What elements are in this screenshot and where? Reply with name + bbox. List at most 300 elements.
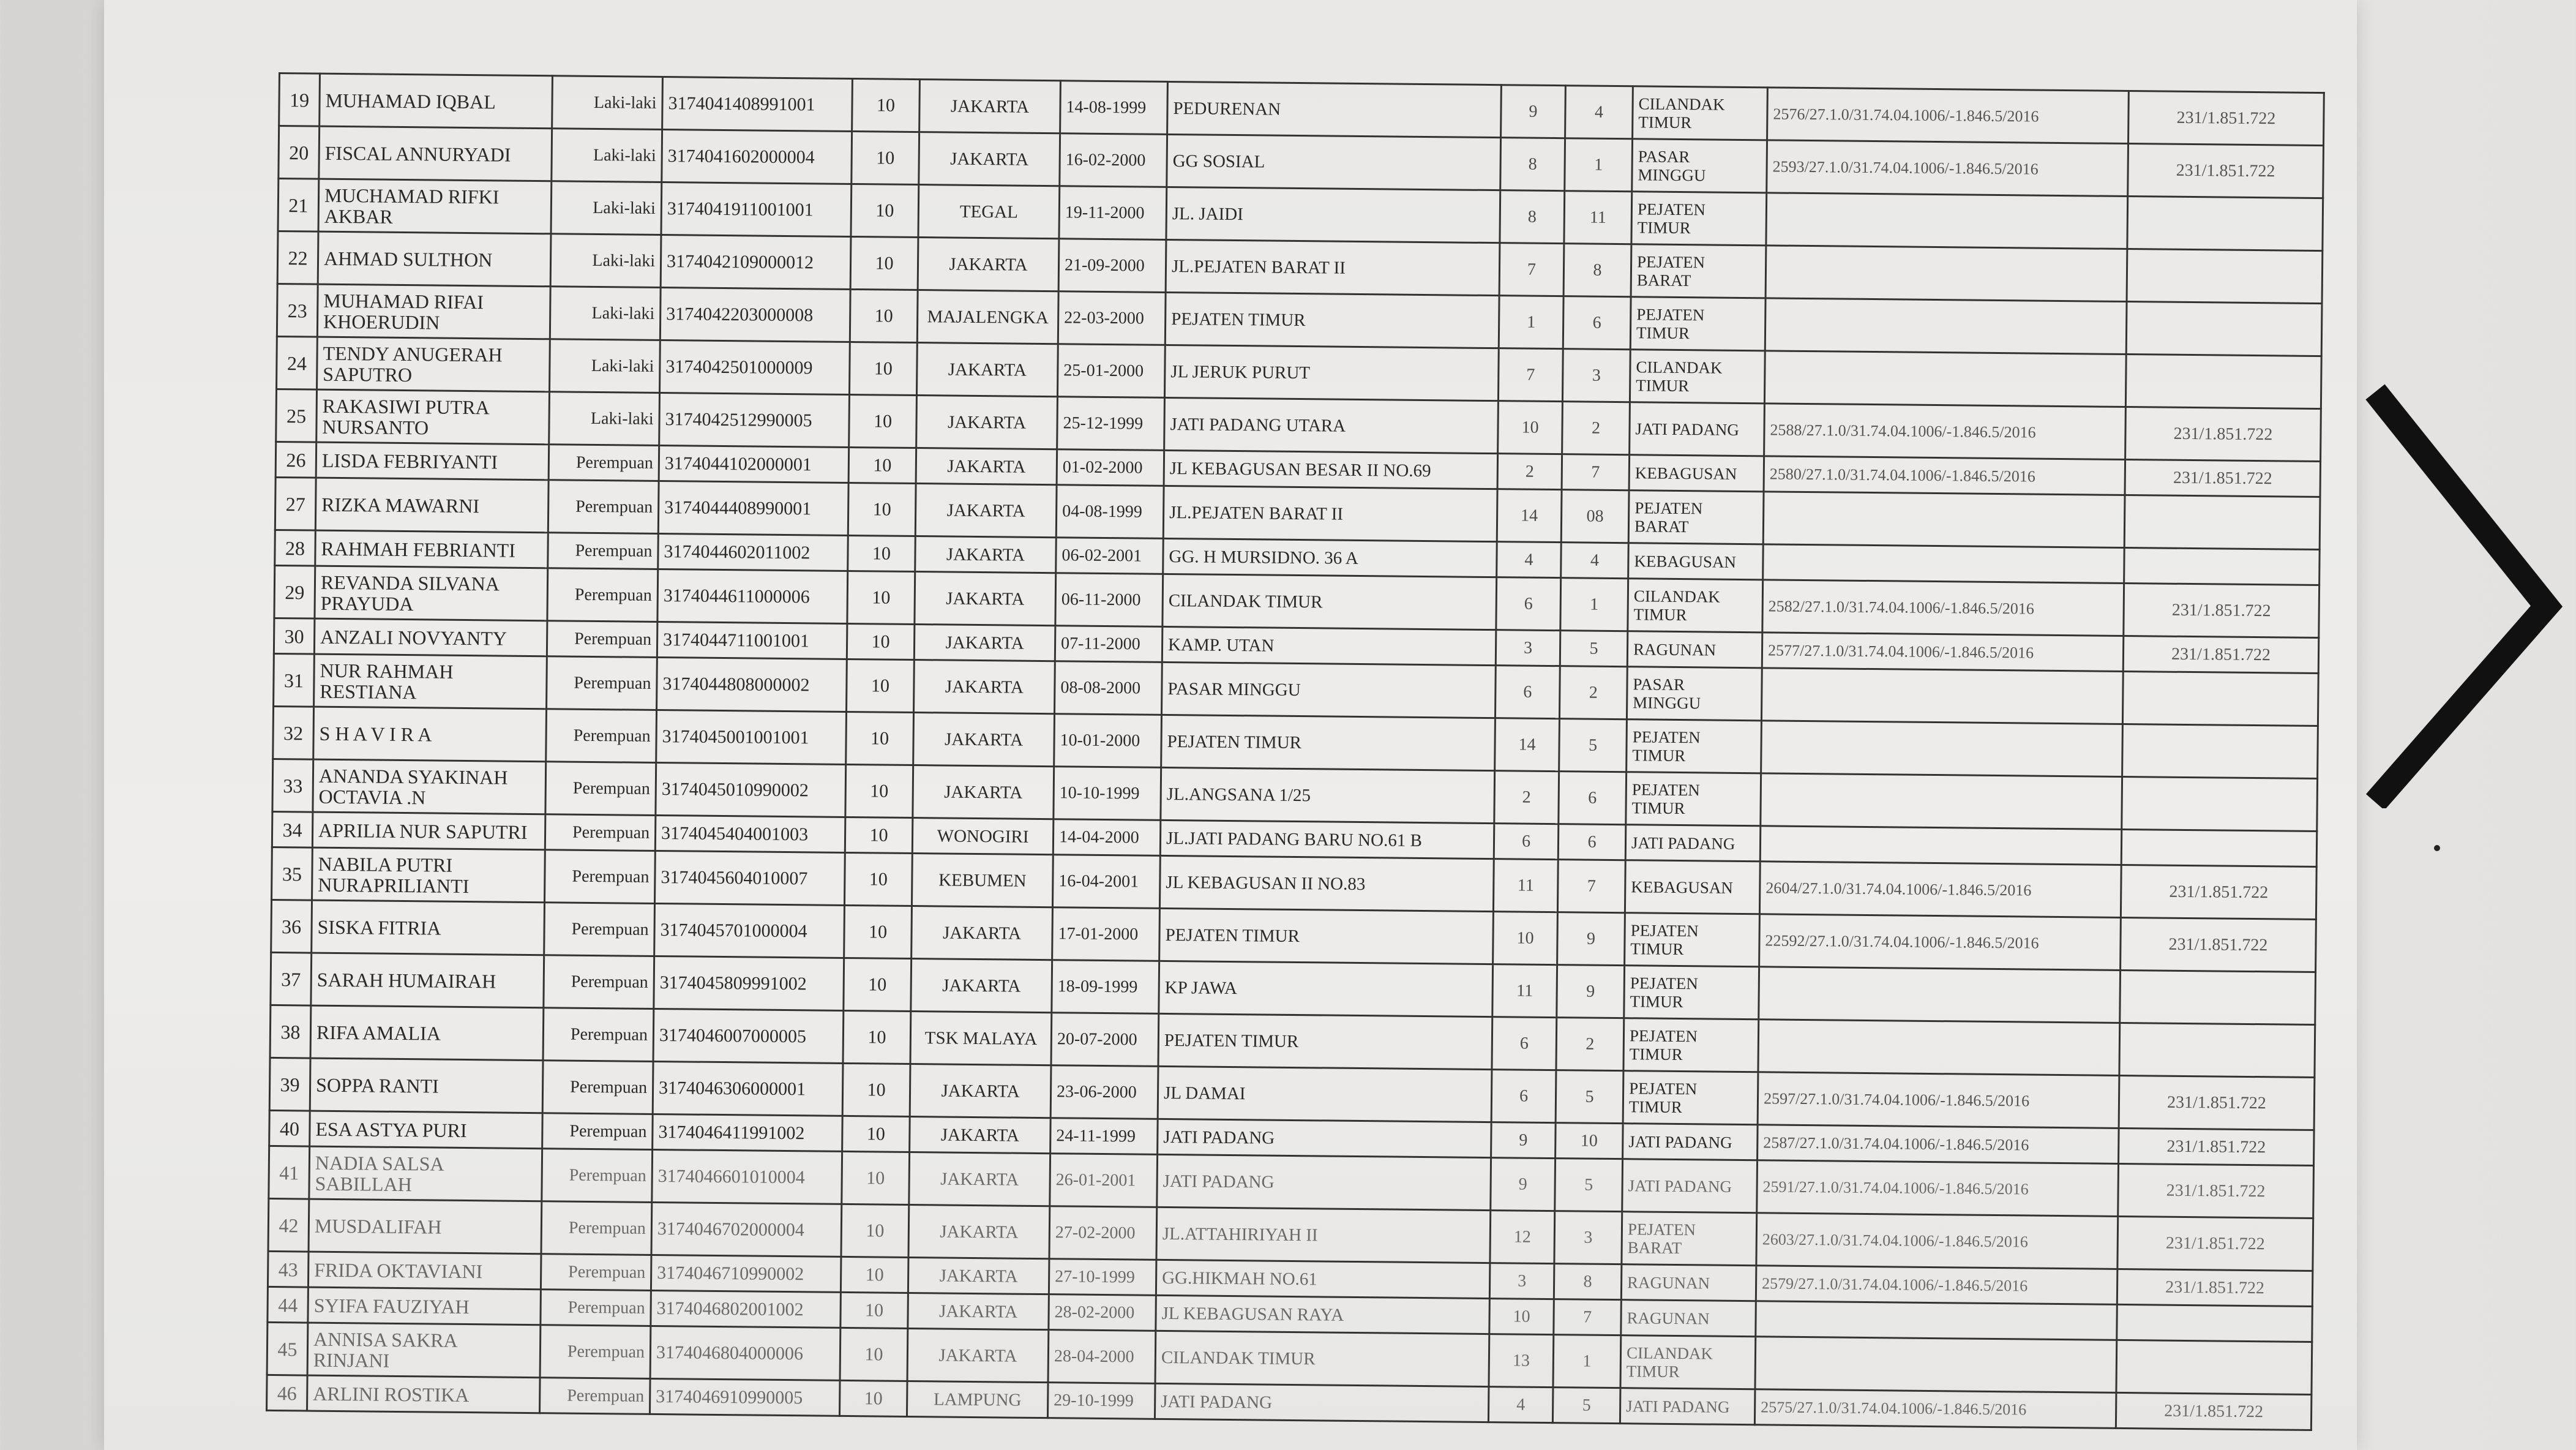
cell-kelurahan: PEJATEN BARAT: [1628, 490, 1764, 544]
cell-kelurahan: PEJATEN TIMUR: [1623, 1018, 1759, 1072]
cell-student-name: RIZKA MAWARNI: [315, 478, 549, 533]
cell-registration-number: 2579/27.1.0/31.74.04.1006/-1.846.5/2016: [1756, 1266, 2117, 1305]
cell-nik-number: 3174042512990005: [659, 393, 850, 447]
cell-address: PEDURENAN: [1167, 81, 1502, 137]
cell-birth-place: JAKARTA: [919, 132, 1060, 186]
cell-rw-number: 2: [1562, 402, 1630, 455]
cell-birth-date: 24-11-1999: [1050, 1118, 1158, 1155]
cell-gender: Laki-laki: [550, 287, 661, 340]
cell-birth-place: JAKARTA: [914, 660, 1055, 714]
cell-class-level: 10: [841, 1292, 908, 1328]
cell-rt-number: 1: [1499, 296, 1563, 349]
cell-registration-number: [1759, 967, 2121, 1023]
cell-row-number: 42: [268, 1198, 309, 1252]
cell-address: JL KEBAGUSAN RAYA: [1156, 1295, 1490, 1334]
cell-rt-number: 9: [1491, 1158, 1556, 1211]
cell-row-number: 39: [269, 1057, 310, 1111]
cell-school-code: [2124, 547, 2320, 585]
student-table-wrapper: [266, 72, 2323, 1431]
cell-class-level: 10: [852, 131, 919, 184]
cell-birth-place: JAKARTA: [910, 1116, 1051, 1153]
cell-row-number: 35: [272, 847, 313, 900]
cell-birth-date: 01-02-2000: [1057, 449, 1164, 486]
cell-row-number: 22: [277, 231, 318, 285]
cell-address: JATI PADANG: [1155, 1383, 1489, 1422]
cell-birth-date: 10-01-2000: [1054, 714, 1162, 768]
cell-nik-number: 3174046710990002: [651, 1255, 841, 1292]
cell-student-name: MUSDALIFAH: [309, 1199, 542, 1254]
cell-kelurahan: KEBAGUSAN: [1628, 543, 1764, 580]
cell-rt-number: 11: [1493, 859, 1558, 912]
cell-kelurahan: PEJATEN TIMUR: [1631, 192, 1767, 246]
cell-address: JATI PADANG: [1157, 1154, 1491, 1210]
cell-rt-number: 9: [1491, 1122, 1556, 1159]
cell-nik-number: 3174042501000009: [660, 340, 850, 395]
cell-rt-number: 6: [1494, 824, 1559, 860]
cell-rt-number: 6: [1491, 1070, 1556, 1123]
cell-birth-date: 16-02-2000: [1060, 133, 1167, 187]
cell-class-level: 10: [850, 289, 918, 342]
table-body: [267, 73, 2324, 1430]
cell-nik-number: 3174045404001003: [655, 815, 845, 852]
cell-registration-number: [1756, 1301, 2117, 1340]
cell-rw-number: 11: [1564, 191, 1632, 244]
cell-birth-place: JAKARTA: [911, 958, 1052, 1012]
cell-school-code: [2124, 495, 2320, 549]
cell-rw-number: 9: [1557, 965, 1625, 1018]
cell-school-code: 231/1.851.722: [2117, 1269, 2313, 1306]
cell-birth-place: JAKARTA: [919, 80, 1061, 133]
cell-rw-number: 10: [1556, 1123, 1623, 1159]
cell-nik-number: 3174045604010007: [654, 851, 845, 905]
cell-birth-date: 04-08-1999: [1056, 485, 1164, 539]
cell-birth-place: JAKARTA: [908, 1293, 1049, 1329]
cell-kelurahan: RAGUNAN: [1627, 631, 1762, 668]
cell-rt-number: 4: [1488, 1387, 1553, 1423]
cell-student-name: ESA ASTYA PURI: [310, 1111, 543, 1149]
cell-school-code: [2122, 724, 2318, 778]
cell-nik-number: 3174046804000006: [650, 1326, 841, 1380]
cell-school-code: 231/1.851.722: [2129, 91, 2324, 146]
cell-address: JL.PEJATEN BARAT II: [1163, 486, 1497, 541]
cell-registration-number: [1764, 351, 2126, 407]
cell-birth-place: TSK MALAYA: [910, 1011, 1052, 1065]
cell-kelurahan: PEJATEN TIMUR: [1627, 719, 1762, 773]
cell-row-number: 21: [278, 179, 319, 232]
cell-student-name: ANZALI NOVYANTY: [314, 618, 547, 656]
cell-birth-place: MAJALENGKA: [917, 290, 1058, 344]
cell-rt-number: 7: [1498, 348, 1563, 402]
cell-birth-date: 08-08-2000: [1055, 661, 1163, 715]
cell-school-code: 231/1.851.722: [2117, 1216, 2313, 1271]
cell-gender: Perempuan: [541, 1290, 651, 1326]
cell-gender: Perempuan: [542, 1113, 653, 1150]
cell-rw-number: 5: [1560, 631, 1628, 667]
cell-rt-number: 13: [1489, 1334, 1554, 1388]
cell-birth-date: 06-11-2000: [1055, 573, 1163, 627]
cell-birth-date: 17-01-2000: [1052, 907, 1160, 961]
cell-school-code: [2120, 970, 2316, 1024]
cell-student-name: APRILIA NUR SAPUTRI: [312, 812, 545, 850]
cell-class-level: 10: [847, 659, 915, 712]
cell-rt-number: 8: [1500, 138, 1565, 191]
cell-address: GG SOSIAL: [1167, 134, 1501, 190]
cell-gender: Perempuan: [543, 1008, 654, 1062]
cell-birth-date: 23-06-2000: [1050, 1065, 1158, 1119]
cell-school-code: 231/1.851.722: [2116, 1392, 2312, 1430]
cell-rt-number: 8: [1500, 190, 1565, 244]
cell-student-name: NUR RAHMAH RESTIANA: [314, 654, 547, 709]
cell-school-code: [2121, 829, 2317, 866]
cell-gender: Laki-laki: [550, 234, 661, 288]
cell-birth-place: JAKARTA: [913, 713, 1055, 767]
cell-student-name: ARLINI ROSTIKA: [307, 1375, 541, 1413]
cell-school-code: [2117, 1304, 2313, 1342]
cell-registration-number: 2593/27.1.0/31.74.04.1006/-1.846.5/2016: [1767, 140, 2129, 197]
cell-rw-number: 4: [1561, 543, 1629, 579]
cell-row-number: 41: [269, 1146, 310, 1199]
cell-class-level: 10: [847, 623, 915, 659]
cell-gender: Perempuan: [541, 1254, 651, 1291]
cell-school-code: [2127, 197, 2323, 251]
cell-registration-number: 2591/27.1.0/31.74.04.1006/-1.846.5/2016: [1757, 1160, 2119, 1217]
cell-row-number: 30: [274, 618, 315, 654]
cell-rt-number: 14: [1497, 489, 1562, 543]
cell-birth-place: JAKARTA: [915, 484, 1057, 538]
cell-registration-number: [1766, 193, 2128, 249]
cell-school-code: 231/1.851.722: [2119, 1075, 2315, 1130]
cell-birth-date: 28-04-2000: [1048, 1330, 1156, 1384]
cell-nik-number: 3174045701000004: [654, 903, 845, 958]
cell-row-number: 36: [271, 900, 312, 953]
cell-kelurahan: JATI PADANG: [1622, 1159, 1758, 1213]
cell-rt-number: 6: [1496, 577, 1561, 631]
cell-birth-date: 27-02-2000: [1049, 1206, 1157, 1260]
cell-rt-number: 12: [1490, 1211, 1555, 1264]
cell-rw-number: 5: [1559, 719, 1627, 772]
cell-registration-number: [1765, 246, 2127, 302]
cell-rt-number: 3: [1489, 1263, 1554, 1299]
cell-registration-number: 2603/27.1.0/31.74.04.1006/-1.846.5/2016: [1756, 1213, 2118, 1269]
cell-rw-number: 5: [1556, 1070, 1623, 1124]
cell-nik-number: 3174046306000001: [653, 1061, 843, 1116]
cell-birth-date: 19-11-2000: [1059, 186, 1167, 240]
cell-class-level: 10: [848, 535, 916, 571]
cell-row-number: 38: [270, 1005, 311, 1058]
cell-nik-number: 3174045010990002: [656, 762, 846, 817]
cell-address: JATI PADANG UTARA: [1164, 397, 1499, 453]
cell-student-name: SOPPA RANTI: [310, 1058, 543, 1113]
dot-mark: [2434, 845, 2440, 851]
cell-address: JL JERUK PURUT: [1164, 345, 1499, 400]
cell-registration-number: 2604/27.1.0/31.74.04.1006/-1.846.5/2016: [1759, 862, 2121, 918]
cell-registration-number: [1761, 721, 2123, 777]
cell-gender: Perempuan: [542, 1061, 653, 1114]
cell-gender: Perempuan: [547, 621, 657, 658]
cell-rw-number: 2: [1559, 666, 1627, 719]
cell-rt-number: 4: [1497, 542, 1562, 578]
cell-address: CILANDAK TIMUR: [1155, 1331, 1489, 1386]
cell-gender: Perempuan: [542, 1149, 653, 1203]
cell-birth-place: JAKARTA: [913, 765, 1054, 819]
cell-registration-number: [1760, 826, 2122, 865]
cell-address: JL. JAIDI: [1166, 187, 1500, 242]
cell-rw-number: 4: [1565, 86, 1633, 139]
cell-rt-number: 3: [1496, 630, 1560, 666]
cell-gender: Perempuan: [548, 480, 659, 534]
cell-class-level: 10: [850, 236, 918, 290]
cell-row-number: 40: [269, 1110, 310, 1146]
cell-registration-number: 2597/27.1.0/31.74.04.1006/-1.846.5/2016: [1758, 1072, 2119, 1129]
cell-address: JL.ATTAHIRIYAH II: [1156, 1207, 1491, 1263]
cell-nik-number: 3174044102000001: [659, 445, 849, 483]
cell-kelurahan: JATI PADANG: [1623, 1124, 1758, 1160]
cell-registration-number: [1765, 298, 2127, 355]
cell-nik-number: 3174042203000008: [660, 288, 850, 342]
cell-school-code: [2122, 776, 2318, 831]
cell-row-number: 20: [279, 126, 320, 179]
cell-kelurahan: CILANDAK TIMUR: [1628, 579, 1763, 633]
cell-address: PEJATEN TIMUR: [1165, 292, 1499, 348]
cell-class-level: 10: [840, 1328, 908, 1381]
cell-class-level: 10: [842, 1063, 910, 1116]
cell-nik-number: 3174041602000004: [662, 130, 852, 184]
cell-rw-number: 08: [1561, 490, 1629, 543]
cell-rt-number: 10: [1489, 1299, 1554, 1335]
cell-student-name: MUHAMAD RIFAI KHOERUDIN: [317, 284, 550, 339]
cell-student-name: MUCHAMAD RIFKI AKBAR: [318, 179, 552, 234]
cell-address: JL.ANGSANA 1/25: [1161, 767, 1495, 823]
cell-address: KAMP. UTAN: [1162, 626, 1496, 665]
cell-nik-number: 3174044808000002: [657, 657, 847, 712]
cell-school-code: 231/1.851.722: [2128, 144, 2324, 198]
cell-birth-date: 25-12-1999: [1057, 397, 1165, 451]
cell-row-number: 34: [272, 811, 313, 847]
cell-address: JL DAMAI: [1158, 1066, 1492, 1122]
cell-address: JL.PEJATEN BARAT II: [1166, 239, 1500, 295]
cell-registration-number: [1763, 492, 2125, 548]
cell-school-code: [2127, 249, 2323, 304]
cell-registration-number: 2582/27.1.0/31.74.04.1006/-1.846.5/2016: [1762, 580, 2124, 636]
cell-registration-number: 2580/27.1.0/31.74.04.1006/-1.846.5/2016: [1764, 456, 2125, 495]
cell-student-name: SISKA FITRIA: [312, 900, 545, 955]
cell-birth-date: 18-09-1999: [1052, 960, 1159, 1014]
cell-birth-place: JAKARTA: [915, 572, 1056, 626]
cell-birth-place: JAKARTA: [916, 448, 1057, 485]
cell-address: GG. H MURSIDNO. 36 A: [1163, 538, 1497, 577]
cell-registration-number: 2577/27.1.0/31.74.04.1006/-1.846.5/2016: [1762, 633, 2124, 672]
cell-birth-date: 28-02-2000: [1049, 1294, 1156, 1331]
cell-class-level: 10: [844, 958, 912, 1011]
cell-nik-number: 3174044408990001: [658, 481, 848, 535]
cell-address: CILANDAK TIMUR: [1163, 574, 1497, 629]
cell-student-name: NABILA PUTRI NURAPRILIANTI: [312, 847, 545, 903]
cell-address: JATI PADANG: [1158, 1119, 1492, 1157]
cell-nik-number: 3174046910990005: [650, 1378, 840, 1416]
cell-birth-place: WONOGIRI: [912, 817, 1054, 854]
cell-birth-place: JAKARTA: [916, 396, 1058, 449]
cell-row-number: 24: [277, 336, 318, 389]
cell-class-level: 10: [844, 905, 912, 958]
cell-class-level: 10: [852, 78, 920, 132]
cell-address: JL KEBAGUSAN BESAR II NO.69: [1164, 450, 1498, 489]
cell-gender: Perempuan: [540, 1378, 651, 1414]
cell-address: PEJATEN TIMUR: [1158, 1013, 1492, 1069]
cell-rw-number: 2: [1556, 1018, 1624, 1071]
cell-row-number: 45: [267, 1322, 308, 1375]
cell-gender: Perempuan: [545, 850, 656, 904]
cell-row-number: 44: [268, 1287, 309, 1323]
cell-student-name: LISDA FEBRIYANTI: [316, 442, 549, 480]
cell-gender: Laki-laki: [550, 339, 661, 393]
cell-kelurahan: RAGUNAN: [1621, 1300, 1756, 1337]
cell-student-name: FISCAL ANNURYADI: [319, 126, 552, 181]
cell-birth-date: 14-08-1999: [1060, 81, 1168, 135]
cell-student-name: NADIA SALSA SABILLAH: [309, 1146, 542, 1201]
cell-school-code: [2126, 301, 2322, 356]
cell-school-code: 231/1.851.722: [2125, 407, 2321, 461]
cell-birth-date: 21-09-2000: [1058, 239, 1166, 293]
cell-student-name: TENDY ANUGERAH SAPUTRO: [317, 337, 550, 392]
cell-student-name: MUHAMAD IQBAL: [320, 73, 553, 129]
cell-class-level: 10: [842, 1151, 910, 1204]
cell-registration-number: 2576/27.1.0/31.74.04.1006/-1.846.5/2016: [1767, 88, 2129, 144]
cell-gender: Perempuan: [544, 903, 655, 956]
cell-birth-place: JAKARTA: [910, 1064, 1051, 1118]
cell-class-level: 10: [839, 1380, 907, 1416]
cell-nik-number: 3174044611000006: [657, 569, 848, 623]
cell-address: JL.JATI PADANG BARU NO.61 B: [1160, 820, 1494, 858]
cell-nik-number: 3174044711001001: [657, 622, 847, 659]
cell-row-number: 19: [279, 73, 320, 127]
cell-row-number: 29: [274, 565, 315, 618]
cell-gender: Perempuan: [547, 656, 657, 710]
cell-kelurahan: RAGUNAN: [1621, 1264, 1756, 1301]
cell-student-name: S H A V I R A: [313, 707, 547, 762]
cell-birth-place: JAKARTA: [916, 343, 1058, 397]
cell-birth-place: JAKARTA: [914, 625, 1055, 661]
arrow-shape: [2363, 380, 2576, 808]
cell-rw-number: 1: [1560, 578, 1628, 631]
cell-birth-date: 26-01-2001: [1050, 1154, 1158, 1208]
cell-row-number: 25: [276, 389, 317, 442]
cell-birth-place: JAKARTA: [915, 536, 1057, 573]
cell-student-name: RIFA AMALIA: [310, 1005, 544, 1061]
cell-class-level: 10: [841, 1204, 909, 1257]
cell-rt-number: 10: [1493, 912, 1558, 965]
cell-row-number: 37: [271, 952, 312, 1005]
cell-class-level: 10: [841, 1257, 908, 1293]
cell-address: GG.HIKMAH NO.61: [1156, 1260, 1490, 1298]
cell-row-number: 28: [275, 530, 316, 566]
cell-kelurahan: PEJATEN BARAT: [1622, 1212, 1757, 1266]
cell-gender: Laki-laki: [552, 129, 662, 182]
cell-birth-place: JAKARTA: [912, 906, 1053, 960]
cell-class-level: 10: [847, 571, 915, 624]
cell-class-level: 10: [842, 1116, 910, 1152]
cell-rw-number: 7: [1562, 454, 1630, 490]
cell-rt-number: 2: [1494, 771, 1559, 824]
cell-class-level: 10: [851, 184, 919, 237]
cell-gender: Laki-laki: [549, 392, 660, 446]
cell-rw-number: 5: [1552, 1388, 1620, 1424]
cell-row-number: 26: [275, 441, 316, 478]
cell-rt-number: 7: [1499, 243, 1564, 296]
cell-birth-date: 27-10-1999: [1049, 1259, 1156, 1296]
cell-student-name: ANNISA SAKRA RINJANI: [307, 1323, 541, 1378]
cell-school-code: 231/1.851.722: [2121, 917, 2316, 972]
cell-birth-date: 20-07-2000: [1051, 1013, 1159, 1067]
cell-registration-number: [1763, 544, 2125, 584]
cell-kelurahan: CILANDAK TIMUR: [1633, 86, 1768, 140]
cell-address: JL KEBAGUSAN II NO.83: [1159, 855, 1494, 911]
cell-address: KP JAWA: [1159, 961, 1493, 1016]
cell-class-level: 10: [849, 342, 917, 395]
cell-birth-date: 10-10-1999: [1054, 767, 1161, 821]
cell-nik-number: 3174041911001001: [661, 182, 852, 237]
cell-birth-place: KEBUMEN: [912, 853, 1053, 907]
cell-rw-number: 1: [1553, 1335, 1621, 1388]
cell-kelurahan: PEJATEN TIMUR: [1623, 1071, 1758, 1125]
cell-nik-number: 3174046007000005: [653, 1009, 844, 1063]
cell-kelurahan: JATI PADANG: [1620, 1388, 1755, 1425]
cell-birth-date: 25-01-2000: [1057, 344, 1165, 398]
student-table: [266, 72, 2325, 1431]
cell-registration-number: [1755, 1337, 2117, 1393]
cell-rw-number: 7: [1554, 1299, 1622, 1335]
cell-birth-place: JAKARTA: [909, 1152, 1050, 1206]
cell-nik-number: 3174045809991002: [654, 956, 844, 1010]
cell-kelurahan: PEJATEN TIMUR: [1625, 913, 1760, 967]
cell-rt-number: 6: [1492, 1017, 1557, 1070]
cell-nik-number: 3174041408991001: [662, 77, 853, 132]
cell-kelurahan: KEBAGUSAN: [1625, 860, 1760, 914]
cell-gender: Perempuan: [547, 568, 658, 622]
cell-birth-date: 16-04-2001: [1052, 855, 1160, 909]
cell-rt-number: 11: [1492, 964, 1557, 1018]
cell-registration-number: [1758, 1020, 2120, 1076]
cell-school-code: 231/1.851.722: [2118, 1163, 2314, 1218]
cell-row-number: 32: [273, 706, 314, 759]
cell-kelurahan: CILANDAK TIMUR: [1620, 1335, 1756, 1389]
cell-row-number: 31: [274, 653, 315, 707]
cell-gender: Perempuan: [540, 1325, 651, 1379]
cell-student-name: RAHMAH FEBRIANTI: [315, 530, 549, 568]
cell-rw-number: 9: [1557, 912, 1625, 966]
cell-rw-number: 3: [1562, 349, 1630, 402]
cell-rt-number: 2: [1497, 454, 1562, 490]
paper-sheet: [104, 0, 2357, 1450]
cell-rw-number: 6: [1558, 824, 1626, 860]
cell-row-number: 33: [272, 759, 313, 812]
cell-school-code: 231/1.851.722: [2121, 865, 2316, 919]
cell-registration-number: 2587/27.1.0/31.74.04.1006/-1.846.5/2016: [1758, 1125, 2119, 1164]
cell-rt-number: 6: [1495, 666, 1560, 719]
cell-school-code: 231/1.851.722: [2125, 459, 2321, 497]
cell-address: PEJATEN TIMUR: [1159, 908, 1494, 964]
cell-student-name: SARAH HUMAIRAH: [311, 953, 544, 1008]
cell-class-level: 10: [845, 817, 913, 853]
cell-gender: Perempuan: [545, 814, 656, 851]
cell-birth-date: 07-11-2000: [1055, 626, 1163, 663]
cell-birth-date: 06-02-2001: [1056, 538, 1164, 574]
cell-rt-number: 14: [1495, 718, 1560, 772]
cell-registration-number: [1761, 773, 2122, 830]
cell-nik-number: 3174045001001001: [656, 710, 847, 764]
cell-student-name: FRIDA OKTAVIANI: [308, 1252, 541, 1290]
cell-student-name: SYIFA FAUZIYAH: [308, 1287, 541, 1325]
cell-kelurahan: PEJATEN TIMUR: [1624, 966, 1759, 1020]
